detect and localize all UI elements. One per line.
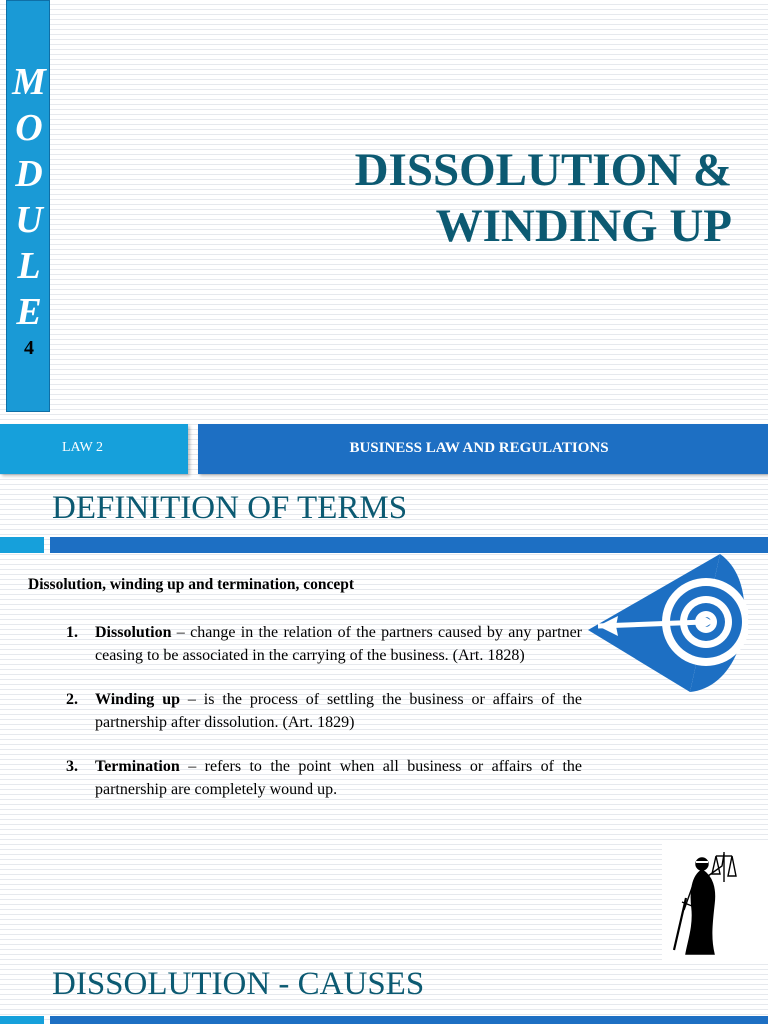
lady-justice-icon <box>662 842 768 960</box>
term-definition: – change in the relation of the partners caused by any partner ceasing to be associated in the carrying of the business. (Art. 1828) <box>95 624 582 664</box>
list-number: 1. <box>66 624 78 641</box>
heading-rule-short <box>0 537 44 553</box>
heading-rule-long <box>50 1016 768 1024</box>
lady-justice-card <box>662 842 768 960</box>
term-definition: – refers to the point when all business or affairs of the partnership are completely wound up. <box>95 758 582 798</box>
heading-rule-long <box>50 537 768 553</box>
module-letter: M <box>12 61 46 103</box>
course-name-box <box>198 424 768 474</box>
section-heading: DISSOLUTION - CAUSES <box>52 966 425 1002</box>
target-arrow-icon <box>588 554 748 692</box>
list-item <box>60 755 582 801</box>
list-item <box>60 688 582 734</box>
module-number: 4 <box>24 337 34 359</box>
module-letter: E <box>16 291 42 333</box>
term-name: Winding up <box>95 691 180 708</box>
list-number: 2. <box>66 691 78 708</box>
title-line: WINDING UP <box>435 200 732 252</box>
title-line: DISSOLUTION & <box>354 144 732 196</box>
section-heading: DEFINITION OF TERMS <box>52 490 408 526</box>
module-letter: U <box>15 199 43 241</box>
course-code-label: LAW 2 <box>62 440 104 455</box>
heading-rule-short <box>0 1016 44 1024</box>
course-name-label: BUSINESS LAW AND REGULATIONS <box>349 440 609 456</box>
slide-title <box>355 142 732 254</box>
list-number: 3. <box>66 758 78 775</box>
subheading: Dissolution, winding up and termination, concept <box>28 576 354 593</box>
module-letter: D <box>15 153 43 195</box>
term-name: Termination <box>95 758 180 775</box>
term-list <box>60 621 582 822</box>
module-letter: O <box>15 107 43 149</box>
list-item <box>60 621 582 667</box>
course-code-box <box>0 424 188 474</box>
module-letter: L <box>17 245 41 287</box>
term-definition: – is the process of settling the business or affairs of the partnership after dissolution. (Art. 1829) <box>95 691 583 731</box>
module-vertical-banner <box>6 0 50 412</box>
term-name: Dissolution <box>95 624 172 641</box>
